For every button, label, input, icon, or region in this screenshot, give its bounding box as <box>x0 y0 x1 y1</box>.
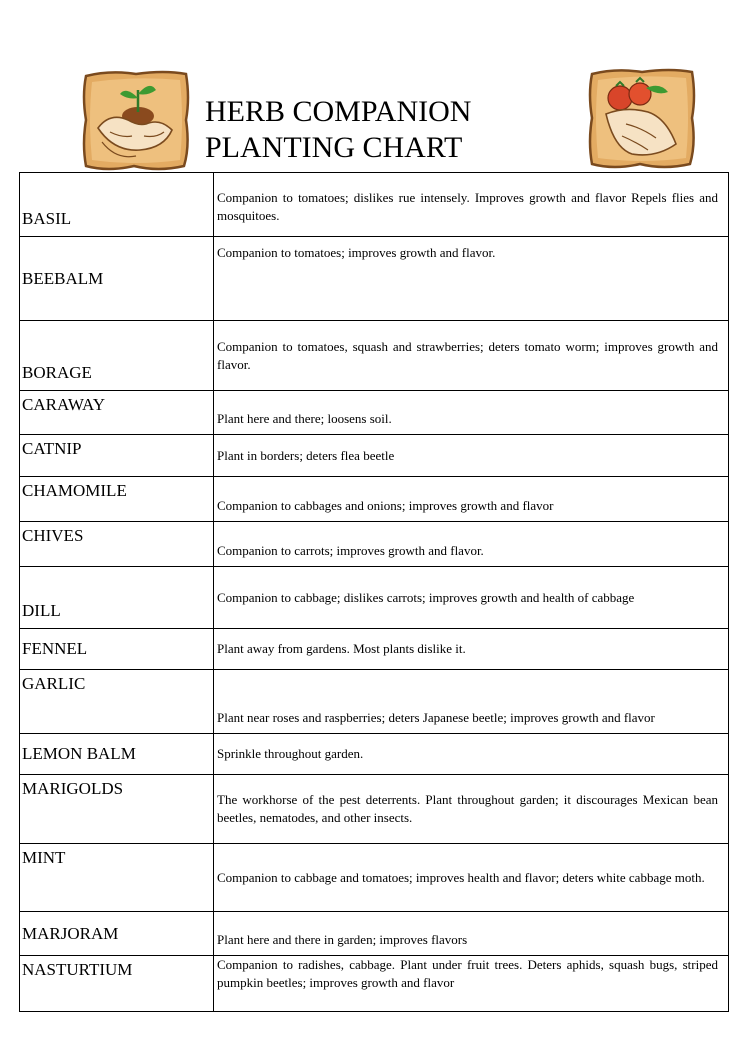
herb-description: Plant here and there; loosens soil. <box>214 391 729 435</box>
herb-description: Companion to radishes, cabbage. Plant under fruit trees. Deters aphids, squash bugs, striped pumpkin beetles; improves growth and flavor <box>214 956 729 1012</box>
herb-description: Companion to carrots; improves growth and flavor. <box>214 522 729 567</box>
title-line-1: HERB COMPANION <box>205 95 472 128</box>
herb-description: Companion to tomatoes, squash and strawberries; deters tomato worm; improves growth and flavor. <box>214 321 729 391</box>
herb-name: NASTURTIUM <box>20 956 214 1012</box>
herb-name: MINT <box>20 844 214 912</box>
herb-name: DILL <box>20 567 214 629</box>
herb-description: Companion to tomatoes; improves growth and flavor. <box>214 237 729 321</box>
table-row <box>20 522 729 567</box>
hands-planting-seedling-icon <box>80 68 192 172</box>
title-line-2: PLANTING CHART <box>205 131 463 164</box>
herb-name: CHIVES <box>20 522 214 567</box>
table-row <box>20 734 729 775</box>
herb-description: Companion to cabbage and tomatoes; improves health and flavor; deters white cabbage moth. <box>214 844 729 912</box>
herb-name: CHAMOMILE <box>20 477 214 522</box>
table-row <box>20 391 729 435</box>
herb-description: Companion to cabbage; dislikes carrots; improves growth and health of cabbage <box>214 567 729 629</box>
herb-name: GARLIC <box>20 670 214 734</box>
herb-name: CATNIP <box>20 435 214 477</box>
table-row <box>20 912 729 956</box>
table-row <box>20 321 729 391</box>
page-title <box>205 94 471 166</box>
herb-description: Sprinkle throughout garden. <box>214 734 729 775</box>
herb-name: LEMON BALM <box>20 734 214 775</box>
herb-description: The workhorse of the pest deterrents. Plant throughout garden; it discourages Mexican bean beetles, nematodes, and other insects. <box>214 775 729 844</box>
table-row <box>20 173 729 237</box>
table-row <box>20 477 729 522</box>
table-row <box>20 956 729 1012</box>
herb-name: BORAGE <box>20 321 214 391</box>
herb-name: MARIGOLDS <box>20 775 214 844</box>
herb-name: MARJORAM <box>20 912 214 956</box>
table-row <box>20 670 729 734</box>
herb-description: Companion to cabbages and onions; improves growth and flavor <box>214 477 729 522</box>
table-row <box>20 844 729 912</box>
herb-name: FENNEL <box>20 629 214 670</box>
herb-name: BASIL <box>20 173 214 237</box>
herb-name: BEEBALM <box>20 237 214 321</box>
table-row <box>20 567 729 629</box>
table-row <box>20 237 729 321</box>
herb-name: CARAWAY <box>20 391 214 435</box>
table-row <box>20 629 729 670</box>
herb-description: Plant away from gardens. Most plants dislike it. <box>214 629 729 670</box>
table-row <box>20 435 729 477</box>
herb-description: Companion to tomatoes; dislikes rue intensely. Improves growth and flavor Repels flies and mosquitoes. <box>214 173 729 237</box>
hand-holding-tomatoes-icon <box>586 66 698 170</box>
herb-description: Plant here and there in garden; improves flavors <box>214 912 729 956</box>
table-row <box>20 775 729 844</box>
herb-description: Plant in borders; deters flea beetle <box>214 435 729 477</box>
herb-description: Plant near roses and raspberries; deters Japanese beetle; improves growth and flavor <box>214 670 729 734</box>
header <box>0 0 737 172</box>
herb-chart-table <box>19 172 729 1012</box>
